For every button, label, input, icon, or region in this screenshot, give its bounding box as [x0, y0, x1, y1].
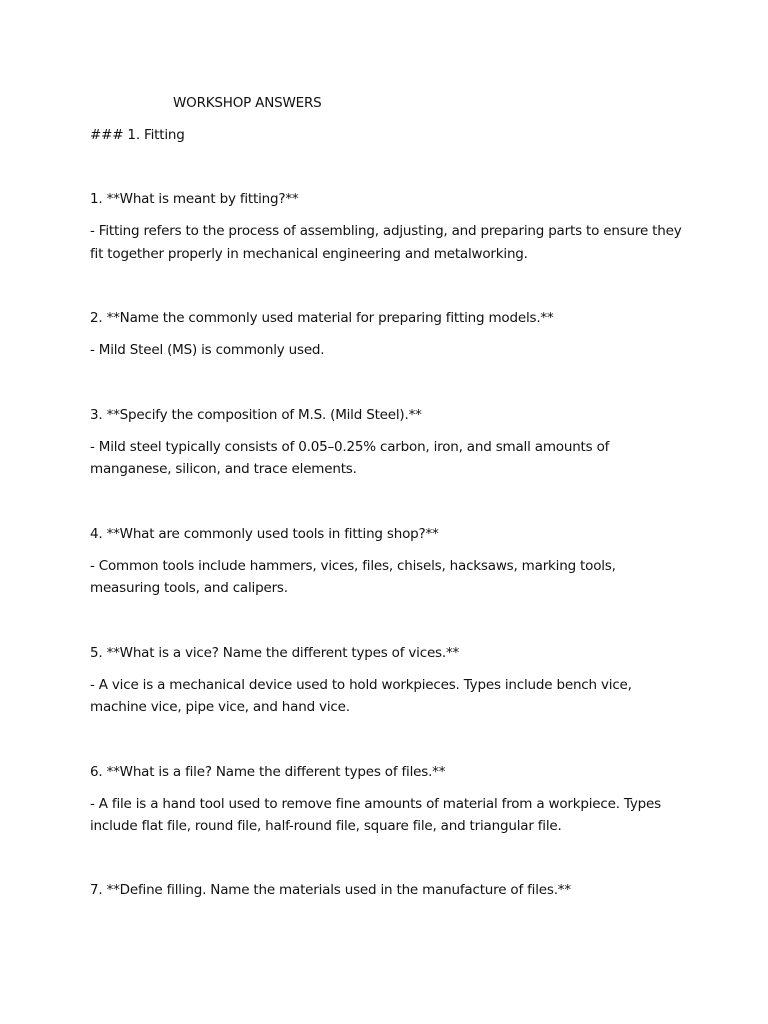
question-6: 6. **What is a file? Name the different types of files.**: [90, 764, 446, 780]
answer-1-line-1: - Fitting refers to the process of assembling, adjusting, and preparing parts to ensure they: [90, 223, 682, 239]
question-3: 3. **Specify the composition of M.S. (Mild Steel).**: [90, 407, 422, 423]
question-4: 4. **What are commonly used tools in fitting shop?**: [90, 526, 439, 542]
answer-4-line-1: - Common tools include hammers, vices, files, chisels, hacksaws, marking tools,: [90, 558, 616, 574]
answer-4-line-2: measuring tools, and calipers.: [90, 580, 288, 596]
answer-3-line-2: manganese, silicon, and trace elements.: [90, 461, 357, 477]
question-2: 2. **Name the commonly used material for preparing fitting models.**: [90, 310, 554, 326]
question-1: 1. **What is meant by fitting?**: [90, 191, 299, 207]
question-5: 5. **What is a vice? Name the different types of vices.**: [90, 645, 460, 661]
answer-5-line-1: - A vice is a mechanical device used to hold workpieces. Types include bench vice,: [90, 677, 632, 693]
answer-2-line-1: - Mild Steel (MS) is commonly used.: [90, 342, 325, 358]
document-title: WORKSHOP ANSWERS: [173, 95, 322, 111]
answer-3-line-1: - Mild steel typically consists of 0.05–0.25% carbon, iron, and small amounts of: [90, 439, 610, 455]
answer-6-line-2: include flat file, round file, half-round file, square file, and triangular file.: [90, 818, 562, 834]
section-heading: ### 1. Fitting: [90, 127, 185, 143]
answer-1-line-2: fit together properly in mechanical engineering and metalworking.: [90, 246, 528, 262]
answer-6-line-1: - A file is a hand tool used to remove fine amounts of material from a workpiece. Types: [90, 796, 661, 812]
question-7: 7. **Define filling. Name the materials used in the manufacture of files.**: [90, 882, 571, 898]
answer-5-line-2: machine vice, pipe vice, and hand vice.: [90, 699, 350, 715]
